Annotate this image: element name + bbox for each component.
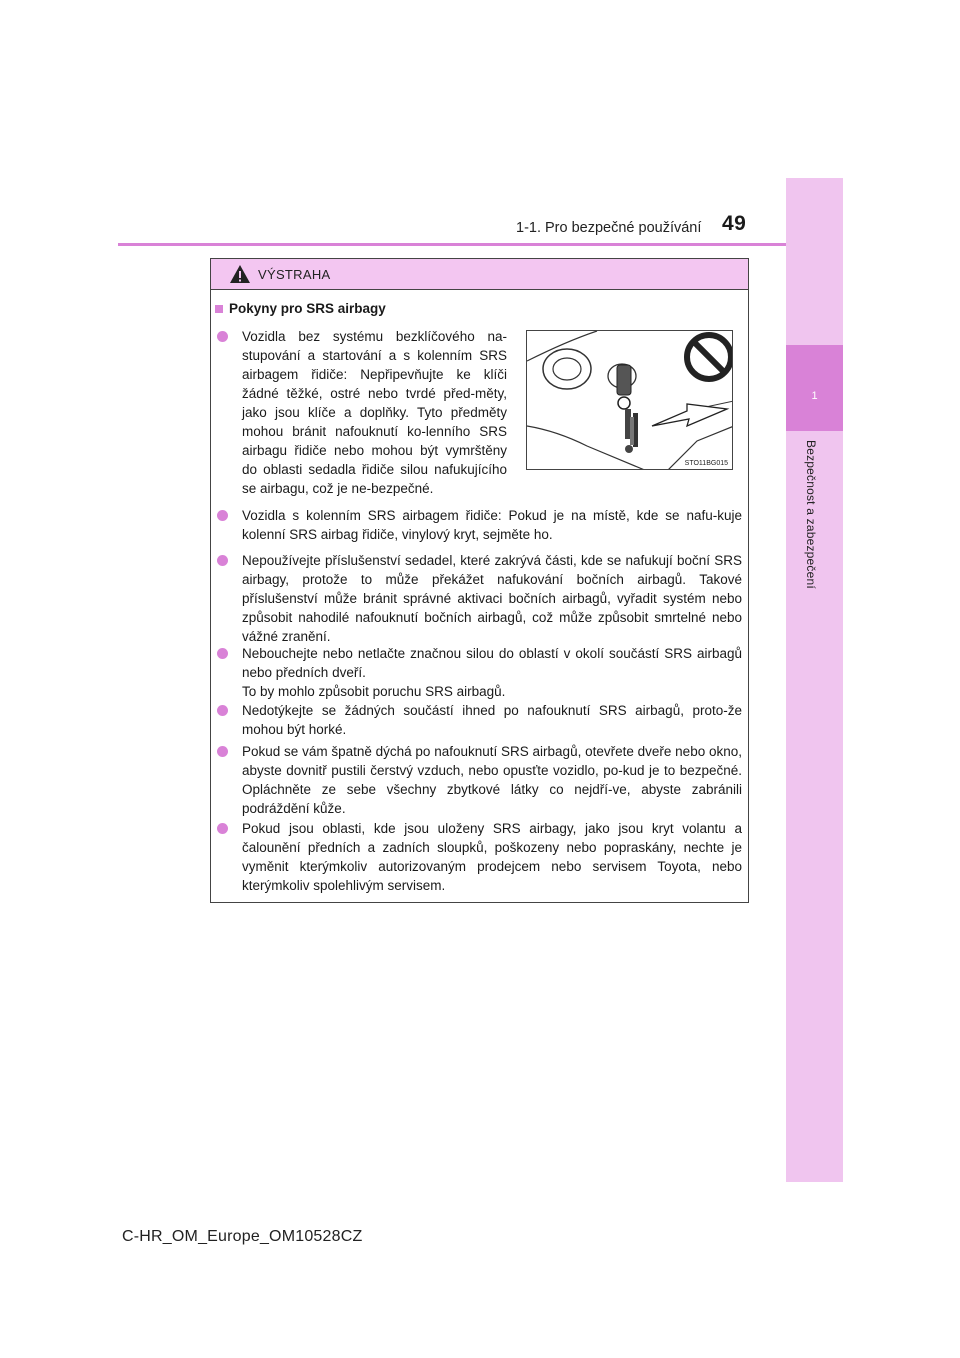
warning-box	[210, 258, 749, 903]
list-item: Nedotýkejte se žádných součástí ihned po nafouknutí SRS airbagů, proto-že mohou být horké.	[217, 701, 742, 739]
bullet-icon	[217, 648, 228, 659]
warning-triangle-icon	[229, 264, 251, 284]
list-item-extra: To by mohlo způsobit poruchu SRS airbagů.	[242, 684, 506, 699]
bullet-icon	[217, 823, 228, 834]
subheading	[215, 301, 386, 316]
bullet-icon	[217, 510, 228, 521]
header-rule	[118, 243, 786, 246]
square-bullet-icon	[215, 305, 223, 313]
prohibition-sign-icon	[687, 335, 731, 379]
side-tab-chapter-marker	[786, 345, 843, 431]
document-code: C-HR_OM_Europe_OM10528CZ	[122, 1228, 363, 1245]
chapter-number: 1	[811, 390, 818, 402]
illustration-key-ignition	[526, 330, 733, 470]
chapter-label: Bezpečnost a zabezpečení	[804, 440, 818, 589]
bullet-icon	[217, 331, 228, 342]
list-item: Vozidla bez systému bezklíčového na-stupování a startování a s kolenním SRS airbagem řidiče: Nepřipevňujte ke klíči žádné těžké, ostré nebo tvrdé před-měty, jako jsou klíče a doplňky. Tyto předměty mohou bránit nafouknutí ko-lenního SRS airbagu řidiče nebo mohou být vymrštěny do oblasti sedadla řidiče silou nafukujícího se airbagu, což je ne-bezpečné.	[217, 327, 507, 498]
subheading-text: Pokyny pro SRS airbagy	[229, 301, 386, 316]
side-tab	[786, 178, 843, 1182]
section-title: 1-1. Pro bezpečné používání	[516, 220, 702, 236]
list-item: Nebouchejte nebo netlačte značnou silou do oblastí v okolí součástí SRS airbagů nebo předních dveří. To by mohlo způsobit poruchu SRS airbagů.	[217, 644, 742, 701]
bullet-icon	[217, 705, 228, 716]
page-number: 49	[722, 212, 747, 235]
list-item: Nepoužívejte příslušenství sedadel, které zakrývá části, kde se nafukují boční SRS airbagy, protože to může překážet nafukování bočních airbagů. Takové příslušenství může bránit správné aktivaci bočních airbagů, vyřadit systém nebo způsobit nahodilé nafouknutí bočních airbagů, což může způsobit smrtelné nebo vážné zranění.	[217, 551, 742, 646]
list-item: Pokud jsou oblasti, kde jsou uloženy SRS airbagy, jako jsou kryt volantu a čalounění předních a zadních sloupků, poškozeny nebo popraskány, nechte je vyměnit kterýmkoliv autorizovaným prodejcem nebo servisem Toyota, nebo kterýmkoliv spolehlivým servisem.	[217, 819, 742, 895]
illustration-code: STO11BG015	[684, 460, 728, 467]
warning-title: VÝSTRAHA	[258, 266, 331, 282]
list-item: Pokud se vám špatně dýchá po nafouknutí SRS airbagů, otevřete dveře nebo okno, abyste dovnitř pustili čerstvý vzduch, nebo opusťte vozidlo, po-kud je to bezpečné. Opláchněte ze sebe všechny zbytkové látky co nejdří-ve, abyste zabránili podráždění kůže.	[217, 742, 742, 818]
warning-header	[211, 259, 748, 290]
list-item: Vozidla s kolenním SRS airbagem řidiče: Pokud je na místě, kde se nafu-kuje kolenní SRS airbag řidiče, vinylový kryt, sejměte ho.	[217, 506, 742, 544]
bullet-icon	[217, 555, 228, 566]
bullet-icon	[217, 746, 228, 757]
